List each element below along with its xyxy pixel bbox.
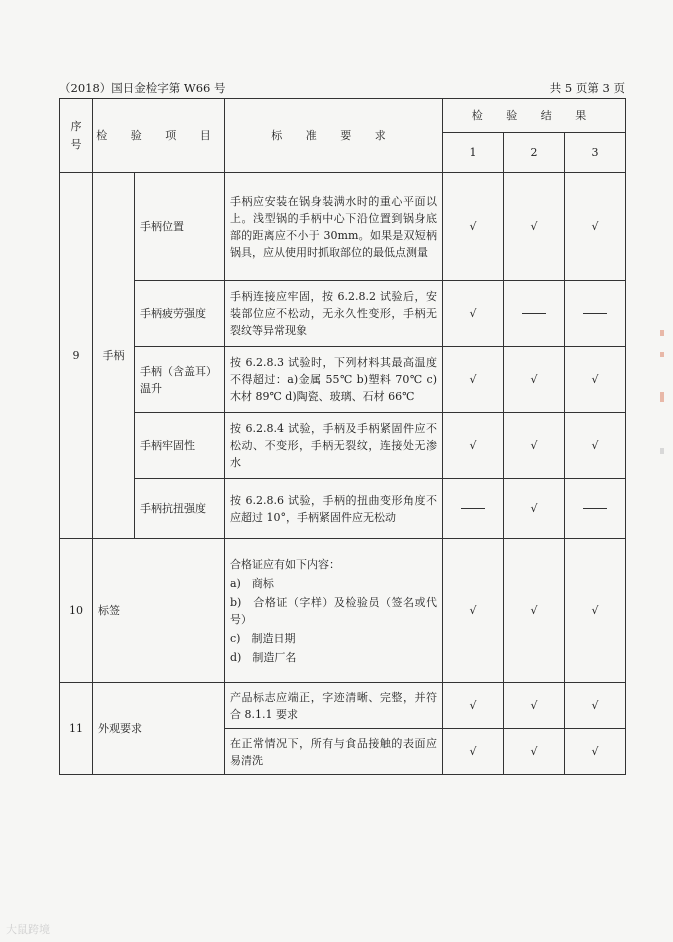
row-category: 手柄 xyxy=(93,173,135,539)
result-cell: √ xyxy=(443,173,504,281)
table-row xyxy=(60,479,626,539)
table-row xyxy=(60,413,626,479)
result-cell xyxy=(443,479,504,539)
requirement-item: c) 制造日期 xyxy=(230,631,296,645)
result-cell: √ xyxy=(565,347,626,413)
dash-mark xyxy=(522,313,546,315)
result-cell: √ xyxy=(504,683,565,729)
result-cell: √ xyxy=(504,479,565,539)
result-cell: √ xyxy=(504,539,565,683)
table-row xyxy=(60,539,626,683)
result-cell: √ xyxy=(443,683,504,729)
result-cell: √ xyxy=(504,729,565,775)
sub-item-name: 手柄（含盖耳）温升 xyxy=(135,347,225,413)
row-index: 10 xyxy=(60,539,93,683)
header-results: 检 验 结 果 xyxy=(443,99,626,133)
result-cell: √ xyxy=(504,413,565,479)
table-row xyxy=(60,173,626,281)
dash-mark xyxy=(583,313,607,315)
dash-mark xyxy=(461,508,485,510)
result-cell: √ xyxy=(565,173,626,281)
result-col-1: 1 xyxy=(443,133,504,173)
result-col-2: 2 xyxy=(504,133,565,173)
result-cell: √ xyxy=(565,729,626,775)
sub-item-requirement: 手柄连接应牢固，按 6.2.8.2 试验后，安装部位应不松动，无永久性变形，手柄无裂纹等异常现象 xyxy=(225,281,443,347)
table-row xyxy=(60,683,626,729)
result-cell: √ xyxy=(443,413,504,479)
result-cell: √ xyxy=(565,539,626,683)
header-standard: 标 准 要 求 xyxy=(225,99,443,173)
table-row xyxy=(60,281,626,347)
sub-item-requirement: 产品标志应端正，字迹清晰、完整，并符合 8.1.1 要求 xyxy=(225,683,443,729)
result-cell xyxy=(565,479,626,539)
inspection-table xyxy=(59,98,626,775)
requirement-item: d) 制造厂名 xyxy=(230,650,297,664)
sub-item-name: 手柄位置 xyxy=(135,173,225,281)
header-item: 检 验 项 目 xyxy=(93,99,225,173)
page-info: 共 5 页第 3 页 xyxy=(549,81,625,95)
result-cell: √ xyxy=(565,413,626,479)
result-cell: √ xyxy=(565,683,626,729)
sub-item-requirement: 手柄应安装在锅身装满水时的重心平面以上。浅型锅的手柄中心下沿位置到锅身底部的距离应不小于 30mm。如果是双短柄锅具，应从使用时抓取部位的最低点测量 xyxy=(225,173,443,281)
row-category: 标签 xyxy=(93,539,225,683)
result-cell xyxy=(504,281,565,347)
result-cell: √ xyxy=(443,347,504,413)
sub-item-requirement: 按 6.2.8.6 试验，手柄的扭曲变形角度不应超过 10°，手柄紧固件应无松动 xyxy=(225,479,443,539)
document-number: （2018）国日金检字第 W66 号 xyxy=(59,81,226,95)
sub-item-name: 手柄牢固性 xyxy=(135,413,225,479)
row-requirement xyxy=(225,539,443,683)
result-cell: √ xyxy=(443,729,504,775)
result-cell xyxy=(565,281,626,347)
edge-mark xyxy=(660,448,664,454)
header-index: 序 号 xyxy=(60,99,93,173)
edge-mark xyxy=(660,392,664,402)
sub-item-requirement: 按 6.2.8.4 试验，手柄及手柄紧固件应不松动、不变形，手柄无裂纹，连接处无渗水 xyxy=(225,413,443,479)
row-category: 外观要求 xyxy=(93,683,225,775)
result-cell: √ xyxy=(504,347,565,413)
watermark xyxy=(6,921,50,937)
edge-mark xyxy=(660,352,664,357)
result-col-3: 3 xyxy=(565,133,626,173)
result-cell: √ xyxy=(504,173,565,281)
table-row xyxy=(60,347,626,413)
page-header xyxy=(59,80,625,98)
requirement-intro: 合格证应有如下内容： xyxy=(230,557,340,571)
row-index: 9 xyxy=(60,173,93,539)
sub-item-requirement: 在正常情况下，所有与食品接触的表面应易清洗 xyxy=(225,729,443,775)
sub-item-name: 手柄疲劳强度 xyxy=(135,281,225,347)
edge-mark xyxy=(660,330,664,336)
sub-item-requirement: 按 6.2.8.3 试验时，下列材料其最高温度不得超过：a)金属 55℃ b)塑料 70℃ c)木材 89℃ d)陶瓷、玻璃、石材 66℃ xyxy=(225,347,443,413)
dash-mark xyxy=(583,508,607,510)
watermark-text: 大鼠跨境 xyxy=(6,923,50,936)
result-cell: √ xyxy=(443,539,504,683)
sub-item-name: 手柄抗扭强度 xyxy=(135,479,225,539)
requirement-item: b) 合格证（字样）及检验员（签名或代号） xyxy=(230,595,437,626)
requirement-item: a) 商标 xyxy=(230,576,274,590)
row-index: 11 xyxy=(60,683,93,775)
result-cell: √ xyxy=(443,281,504,347)
